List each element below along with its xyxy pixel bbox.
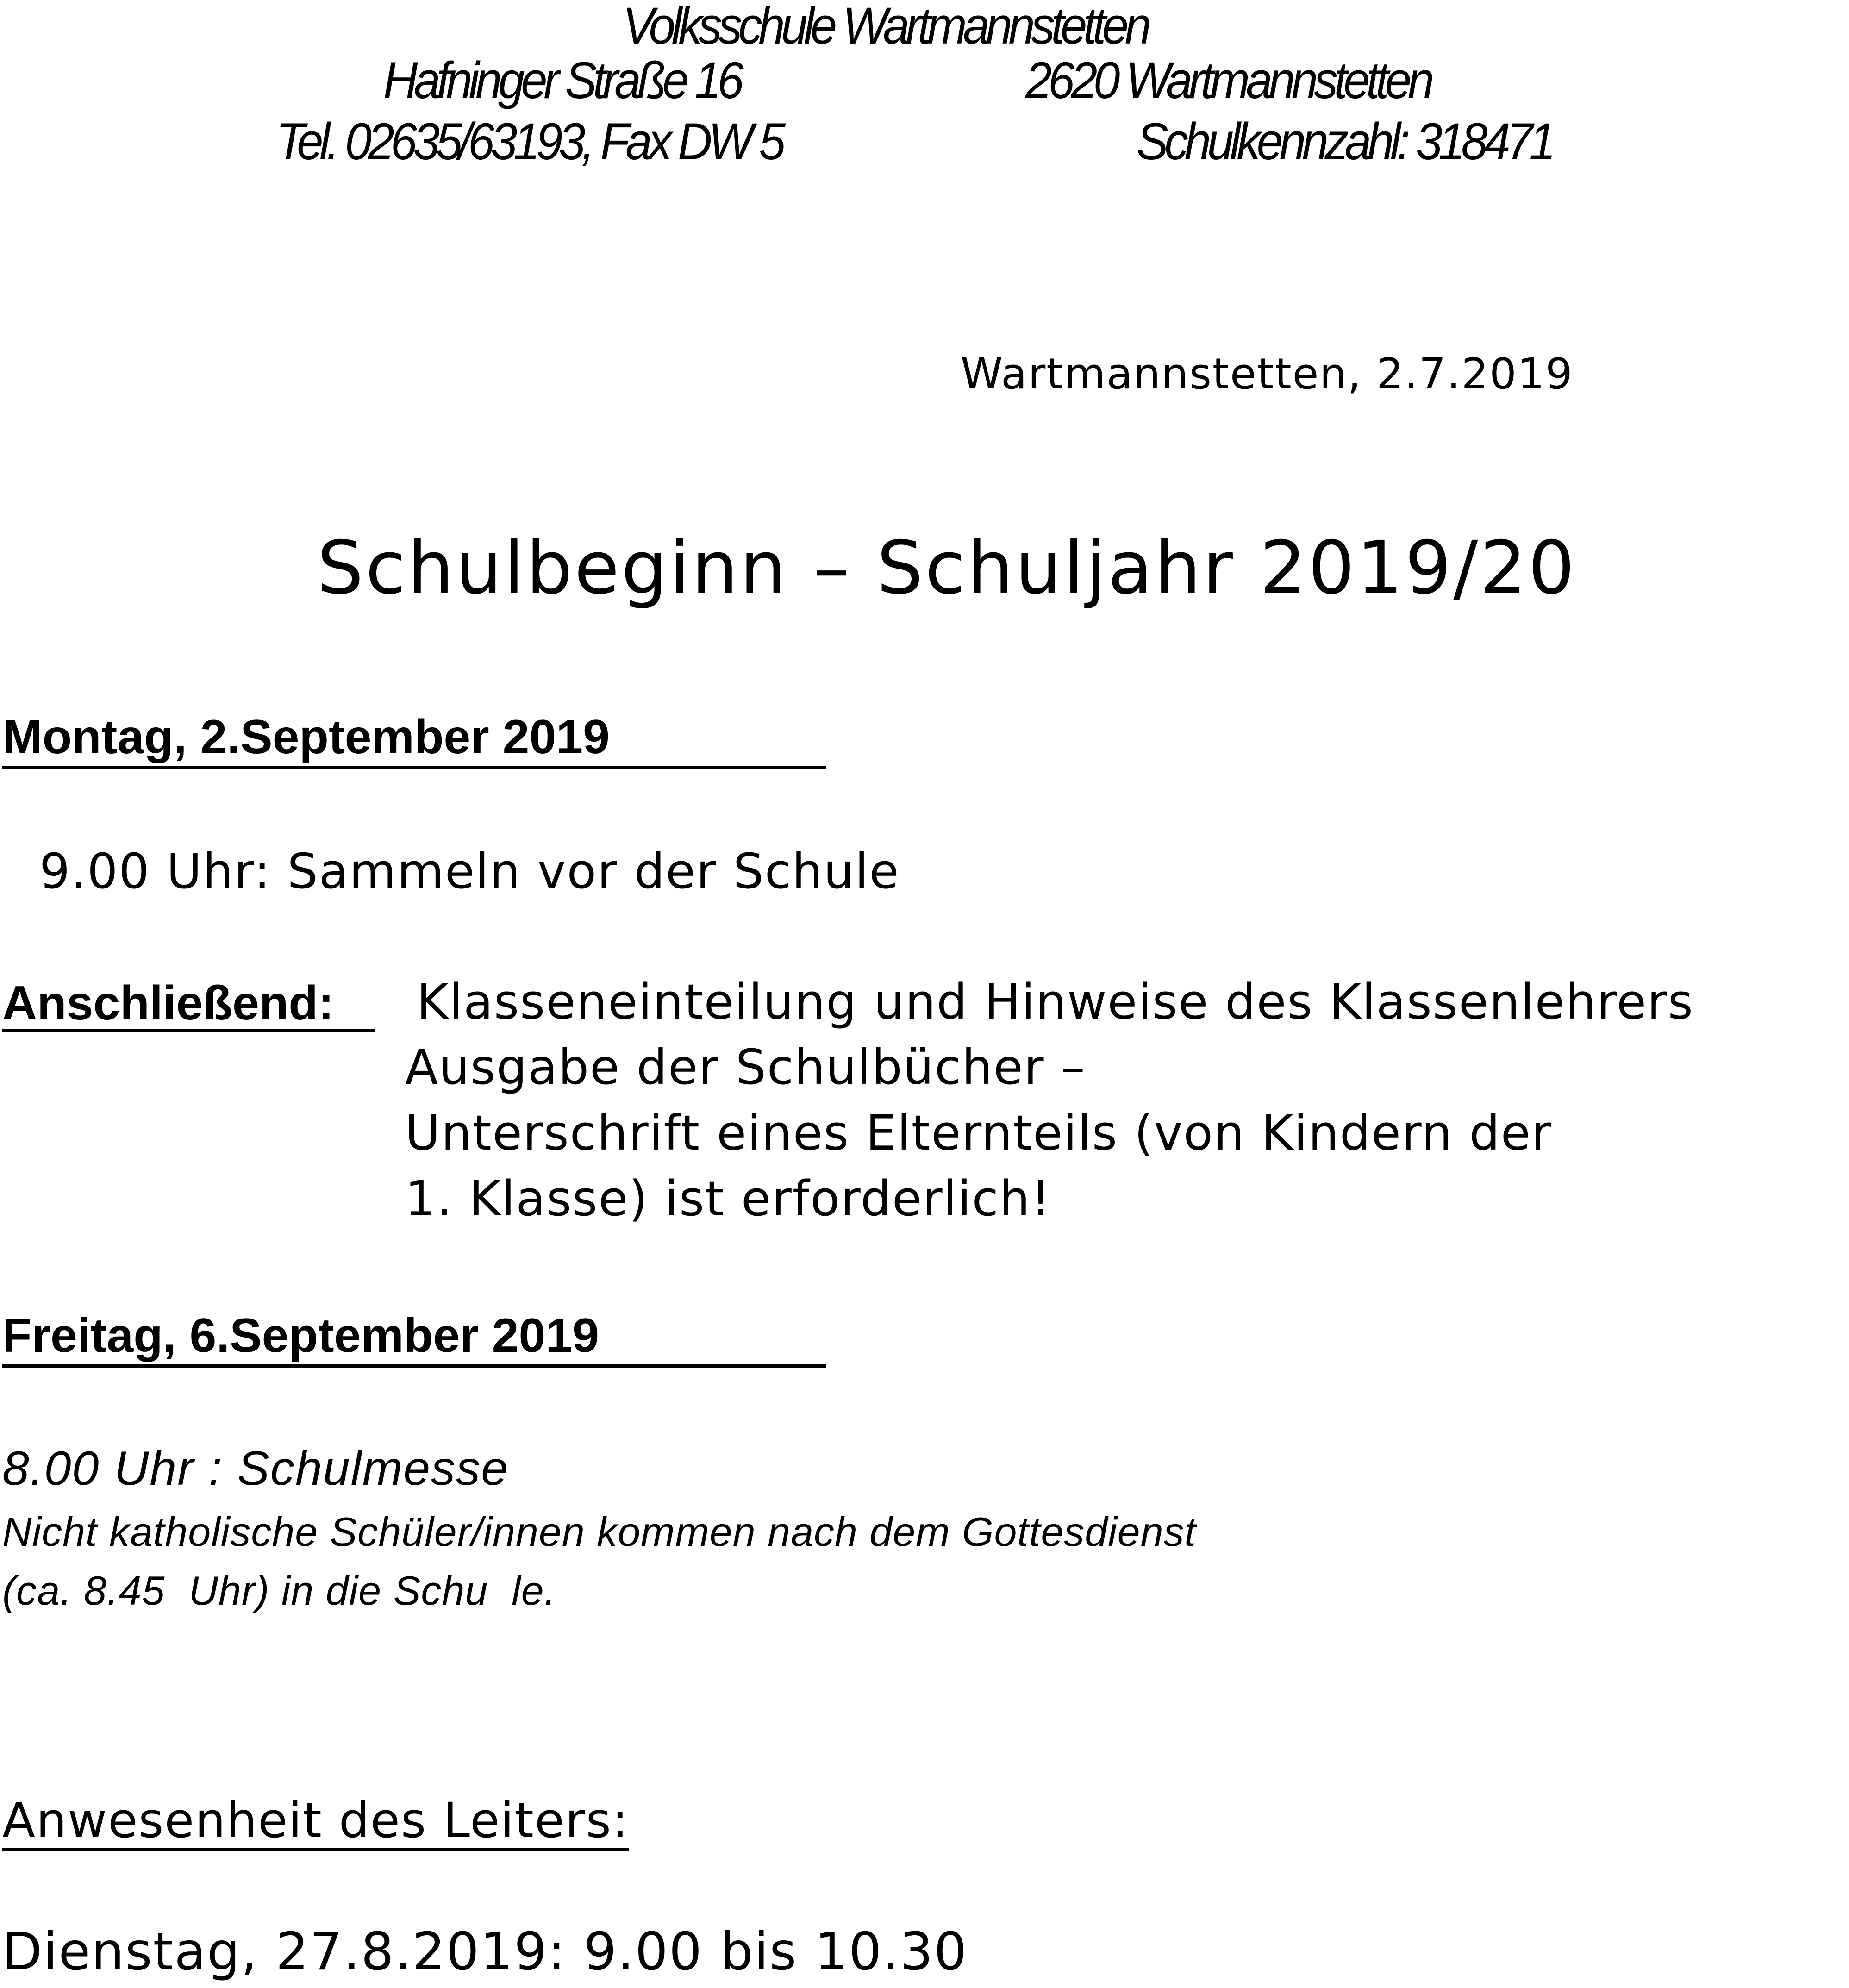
afterwards-line-3: Unterschrift eines Elternteils (von Kindern der — [405, 1105, 1552, 1161]
friday-mass: 8.00 Uhr : Schulmesse — [2, 1442, 509, 1495]
friday-note-line-1: Nicht katholische Schüler/innen kommen nach dem Gottesdienst — [2, 1509, 1197, 1555]
monday-heading: Montag, 2.September 2019 — [2, 713, 826, 769]
afterwards-line-4: 1. Klasse) ist erforderlich! — [405, 1170, 1051, 1227]
friday-note-line-2: (ca. 8.45 Uhr) in die Schu le. — [2, 1568, 556, 1613]
document-title: Schulbeginn – Schuljahr 2019/20 — [317, 525, 1577, 611]
school-city: 2620 Wartmannstetten — [1025, 51, 1430, 109]
monday-gathering: 9.00 Uhr: Sammeln vor der Schule — [39, 843, 900, 900]
school-street: Hafninger Straße 16 — [383, 51, 740, 109]
afterwards-line-1: Klasseneinteilung und Hinweise des Klassenlehrers — [417, 974, 1694, 1030]
afterwards-label-text: Anschließend — [2, 976, 318, 1030]
school-name: Volksschule Wartmannstetten — [623, 0, 1148, 55]
school-phone-fax: Tel. 02635/63193, Fax DW 5 — [276, 113, 782, 170]
afterwards-colon: : — [318, 976, 334, 1030]
school-code: Schulkennzahl: 318471 — [1137, 113, 1552, 170]
afterwards-line-2: Ausgabe der Schulbücher – — [405, 1039, 1086, 1095]
place-date: Wartmannstetten, 2.7.2019 — [961, 349, 1574, 399]
friday-heading: Freitag, 6.September 2019 — [2, 1312, 826, 1368]
afterwards-label — [2, 976, 375, 1032]
presence-time: Dienstag, 27.8.2019: 9.00 bis 10.30 — [2, 1922, 968, 1982]
presence-heading: Anwesenheit des Leiters: — [2, 1796, 629, 1851]
